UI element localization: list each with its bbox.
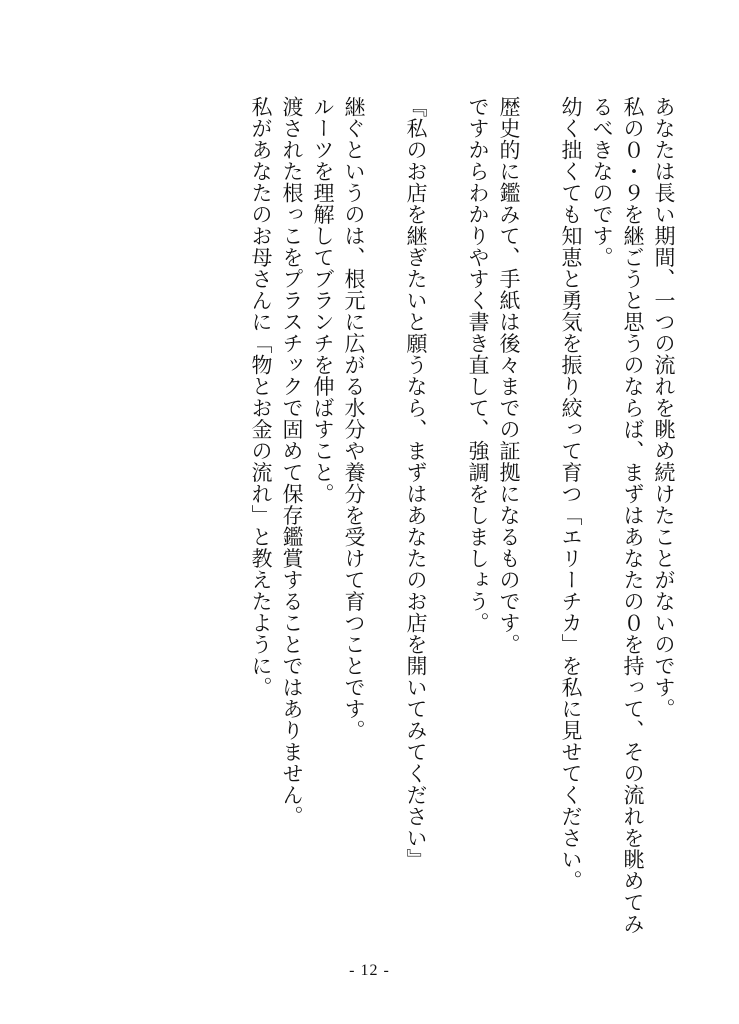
text-line: ですからわかりやすく書き直して、強調をしましょう。	[466, 96, 490, 634]
vertical-text-block	[245, 96, 679, 936]
text-line: 私があなたのお母さんに「物とお金の流れ」と教えたように。	[249, 96, 273, 698]
text-line: 歴史的に鑑みて、手紙は後々までの証拠になるものです。	[497, 96, 521, 655]
text-line: 私の０・９を継ごうと思うのならば、まずはあなたの０を持って、その流れを眺めてみ	[621, 96, 645, 935]
text-line: 幼く拙くても知恵と勇気を振り絞って育つ「エリーチカ」を私に見せてください。	[559, 96, 583, 892]
text-line: 渡された根っこをプラスチックで固めて保存鑑賞することではありません。	[280, 96, 304, 827]
paragraph-gap	[431, 96, 462, 936]
paragraph-gap	[369, 96, 400, 936]
quote-line: 『私のお店を継ぎたいと願うなら、まずはあなたのお店を開いてみてください』	[404, 96, 428, 870]
text-line: 継ぐというのは、根元に広がる水分や養分を受けて育つことです。	[342, 96, 366, 741]
text-line: るべきなのです。	[590, 96, 614, 268]
text-line: ルーツを理解してブランチを伸ばすこと。	[311, 96, 335, 505]
page-number: - 12 -	[349, 962, 390, 979]
paragraph-gap	[524, 96, 555, 936]
text-line: あなたは長い期間、一つの流れを眺め続けたことがないのです。	[652, 96, 676, 720]
